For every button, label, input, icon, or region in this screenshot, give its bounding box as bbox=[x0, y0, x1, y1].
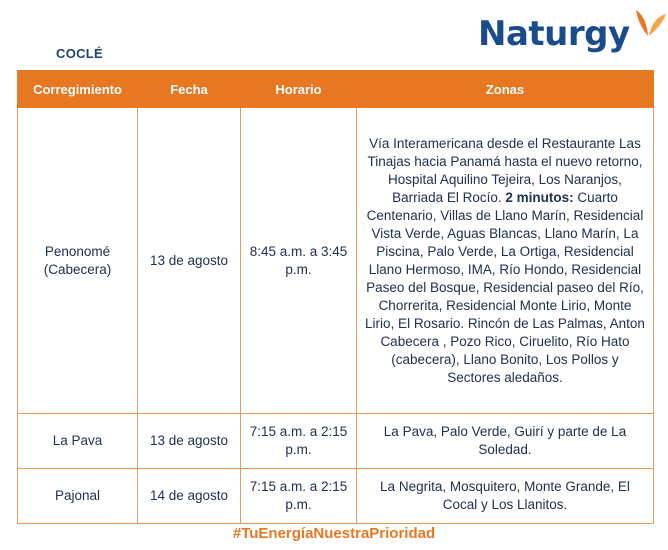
naturgy-logo bbox=[478, 12, 668, 56]
cell-fecha: 14 de agosto bbox=[138, 469, 241, 524]
cell-horario: 8:45 a.m. a 3:45 p.m. bbox=[241, 108, 357, 414]
logo-wordmark: Naturgy bbox=[478, 14, 630, 54]
column-header-horario: Horario bbox=[241, 71, 357, 108]
cell-zonas: La Negrita, Mosquitero, Monte Grande, El Cocal y Los Llanitos. bbox=[357, 469, 654, 524]
cell-corregimiento: Pajonal bbox=[18, 469, 138, 524]
table-row bbox=[18, 414, 654, 469]
region-title: COCLÉ bbox=[56, 46, 103, 61]
column-header-corregimiento: Corregimiento bbox=[18, 71, 138, 108]
zonas-bold-label: 2 minutos: bbox=[505, 189, 574, 205]
cell-horario: 7:15 a.m. a 2:15 p.m. bbox=[241, 469, 357, 524]
cell-zonas bbox=[357, 108, 654, 414]
cell-corregimiento: La Pava bbox=[18, 414, 138, 469]
cell-zonas: La Pava, Palo Verde, Guirí y parte de La Soledad. bbox=[357, 414, 654, 469]
butterfly-icon bbox=[632, 8, 668, 42]
table-row bbox=[18, 469, 654, 524]
zonas-text: Vía Interamericana desde el Restaurante Las Tinajas hacia Panamá hasta el nuevo retorno, Hospital Aquilino Tejeira, Los Naranjos, Barriada El Rocío. bbox=[367, 135, 643, 205]
schedule-table bbox=[17, 70, 654, 524]
cell-fecha: 13 de agosto bbox=[138, 108, 241, 414]
cell-corregimiento: Penonomé (Cabecera) bbox=[18, 108, 138, 414]
cell-fecha: 13 de agosto bbox=[138, 414, 241, 469]
column-header-fecha: Fecha bbox=[138, 71, 241, 108]
table-header-row bbox=[18, 71, 654, 108]
cell-horario: 7:15 a.m. a 2:15 p.m. bbox=[241, 414, 357, 469]
zonas-text-continued: Cuarto Centenario, Villas de Llano Marín, Residencial Vista Verde, Aguas Blancas, Llano Marín, La Piscina, Palo Verde, La Ortiga, Residencial Llano Hermoso, IMA, Río Hondo, Residencial Paseo del Bosque, Residencial paseo del Río, Chorrerita, Residencial Monte Lirio, Monte Lirio, El Rosario. Rincón de Las Palmas, Anton Cabecera , Pozo Rico, Ciruelito, Río Hato (cabecera), Llano Bonito, Los Pollos y Sectores aledaños. bbox=[365, 189, 645, 385]
table-row bbox=[18, 108, 654, 414]
column-header-zonas: Zonas bbox=[357, 71, 654, 108]
campaign-hashtag: #TuEnergíaNuestraPrioridad bbox=[232, 525, 436, 542]
